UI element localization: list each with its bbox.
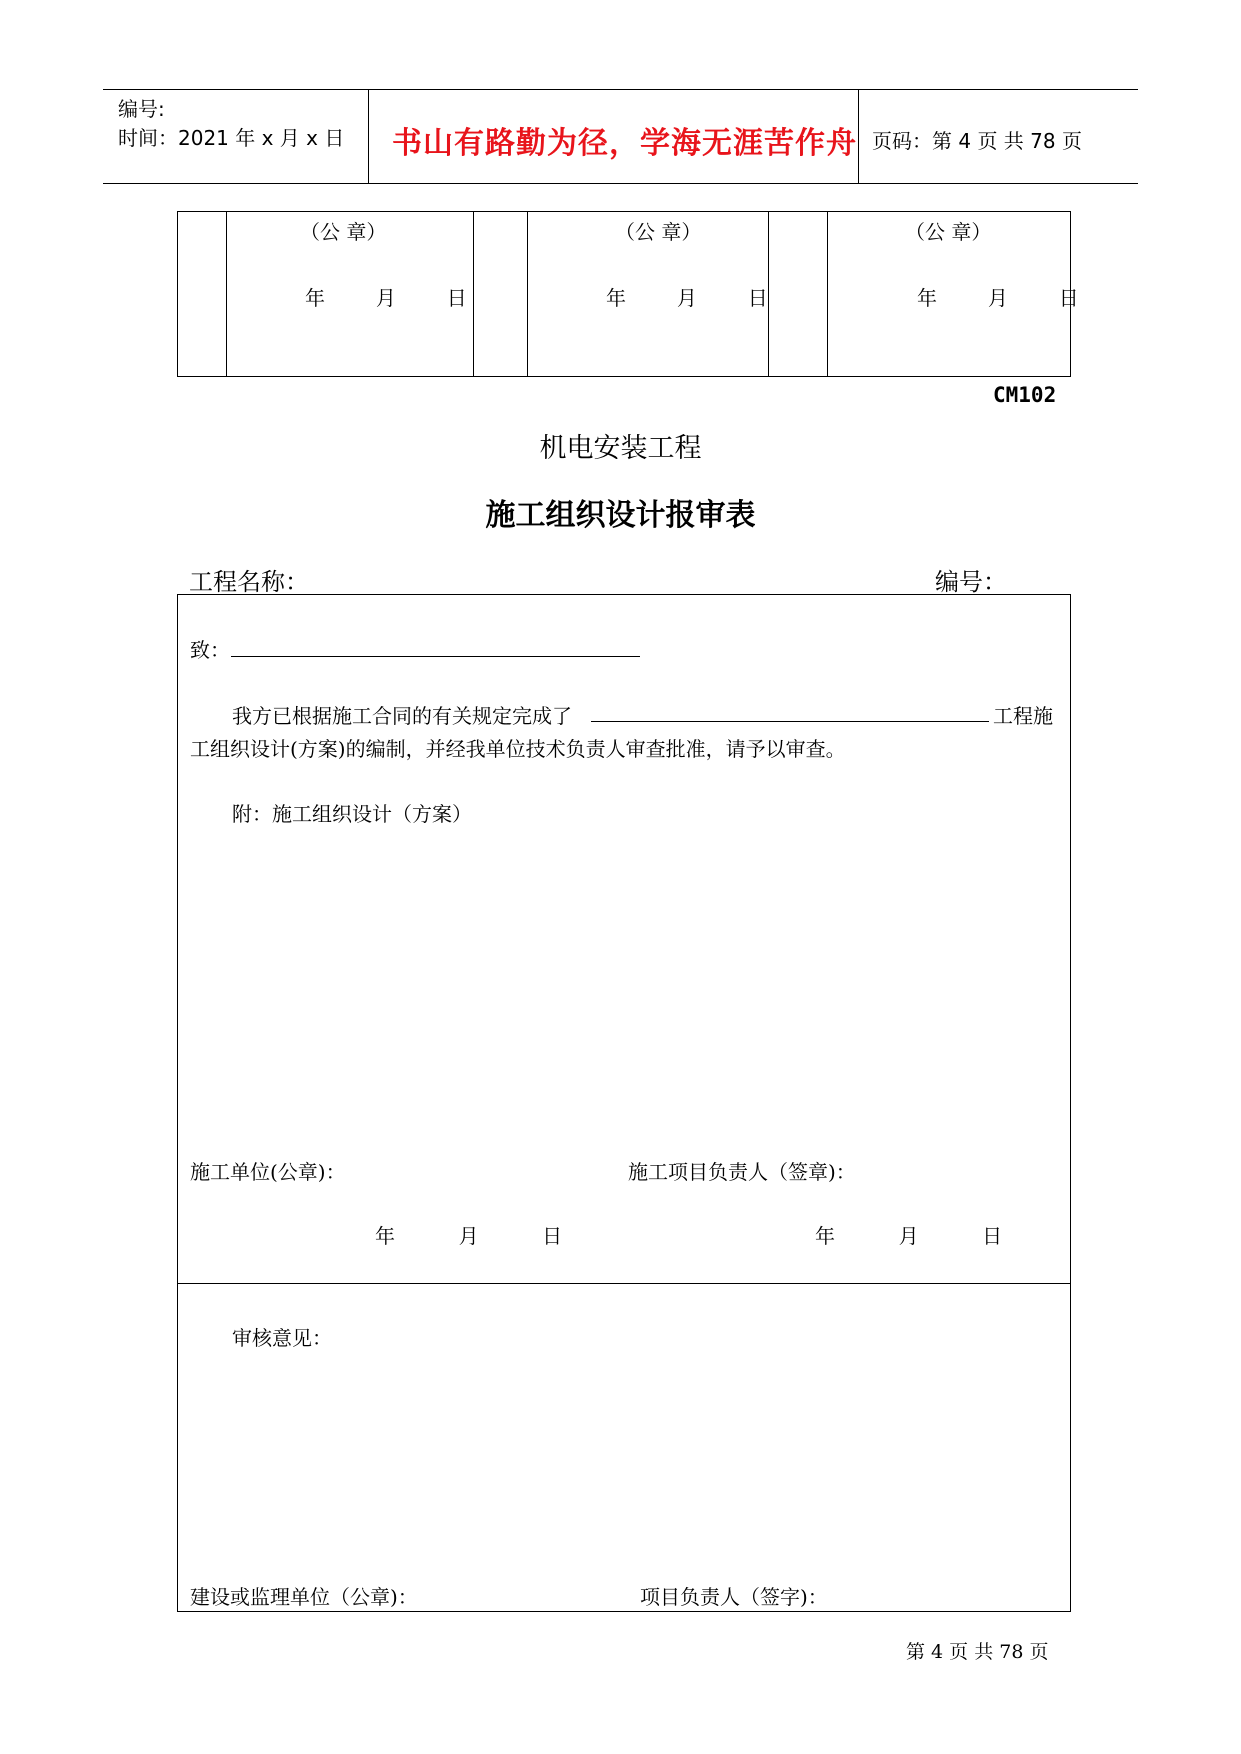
header-time-label: 时间：2021 年 x 月 x 日 [118,126,345,150]
header-bottom-rule [103,183,1138,184]
header-page-label: 页码：第 4 页 共 78 页 [872,129,1082,153]
title-line-2: 施工组织设计报审表 [485,498,756,533]
page-footer: 第 4 页 共 78 页 [906,1641,1049,1663]
to-recipient-field[interactable] [231,656,640,657]
contractor-seal-label: 施工单位(公章)： [190,1160,346,1184]
top-table-divider [527,211,528,377]
date-label-2: 年 月 日 [606,286,768,310]
review-opinion-label: 审核意见： [232,1326,332,1350]
to-label: 致： [190,638,230,662]
seal-label-2: （公 章） [615,220,702,244]
header-motto: 书山有路勤为径，学海无涯苦作舟 [392,126,857,161]
supervisor-seal-label: 建设或监理单位（公章)： [190,1585,418,1609]
top-table-divider [827,211,828,377]
top-table-divider [226,211,227,377]
date-left: 年 月 日 [375,1224,563,1248]
attachment-label: 附：施工组织设计（方案） [232,802,472,826]
seal-label-1: （公 章） [300,220,387,244]
header-number-label: 编号: [118,97,165,121]
body-text-line-2: 工组织设计(方案)的编制，并经我单位技术负责人审查批准，请予以审查。 [190,737,846,761]
date-label-1: 年 月 日 [305,286,467,310]
date-label-3: 年 月 日 [917,286,1079,310]
header-top-rule [103,89,1138,90]
title-line-1: 机电安装工程 [539,433,702,464]
seal-label-3: （公 章） [905,220,992,244]
project-manager-label: 施工项目负责人（签章)： [628,1160,856,1184]
header-divider-right [858,89,859,183]
date-right: 年 月 日 [815,1224,1003,1248]
top-table-divider [768,211,769,377]
form-number-label: 编号： [935,568,1007,596]
body-text-line-1-suffix: 工程施 [993,704,1053,728]
form-code: CM102 [993,383,1057,407]
project-name-field[interactable] [591,721,989,722]
top-table-divider [473,211,474,377]
project-leader-label: 项目负责人（签字)： [640,1585,828,1609]
project-name-label: 工程名称： [189,568,309,596]
form-section-divider [177,1283,1071,1284]
body-text-line-1: 我方已根据施工合同的有关规定完成了 [232,704,572,728]
header-divider-left [368,89,369,183]
